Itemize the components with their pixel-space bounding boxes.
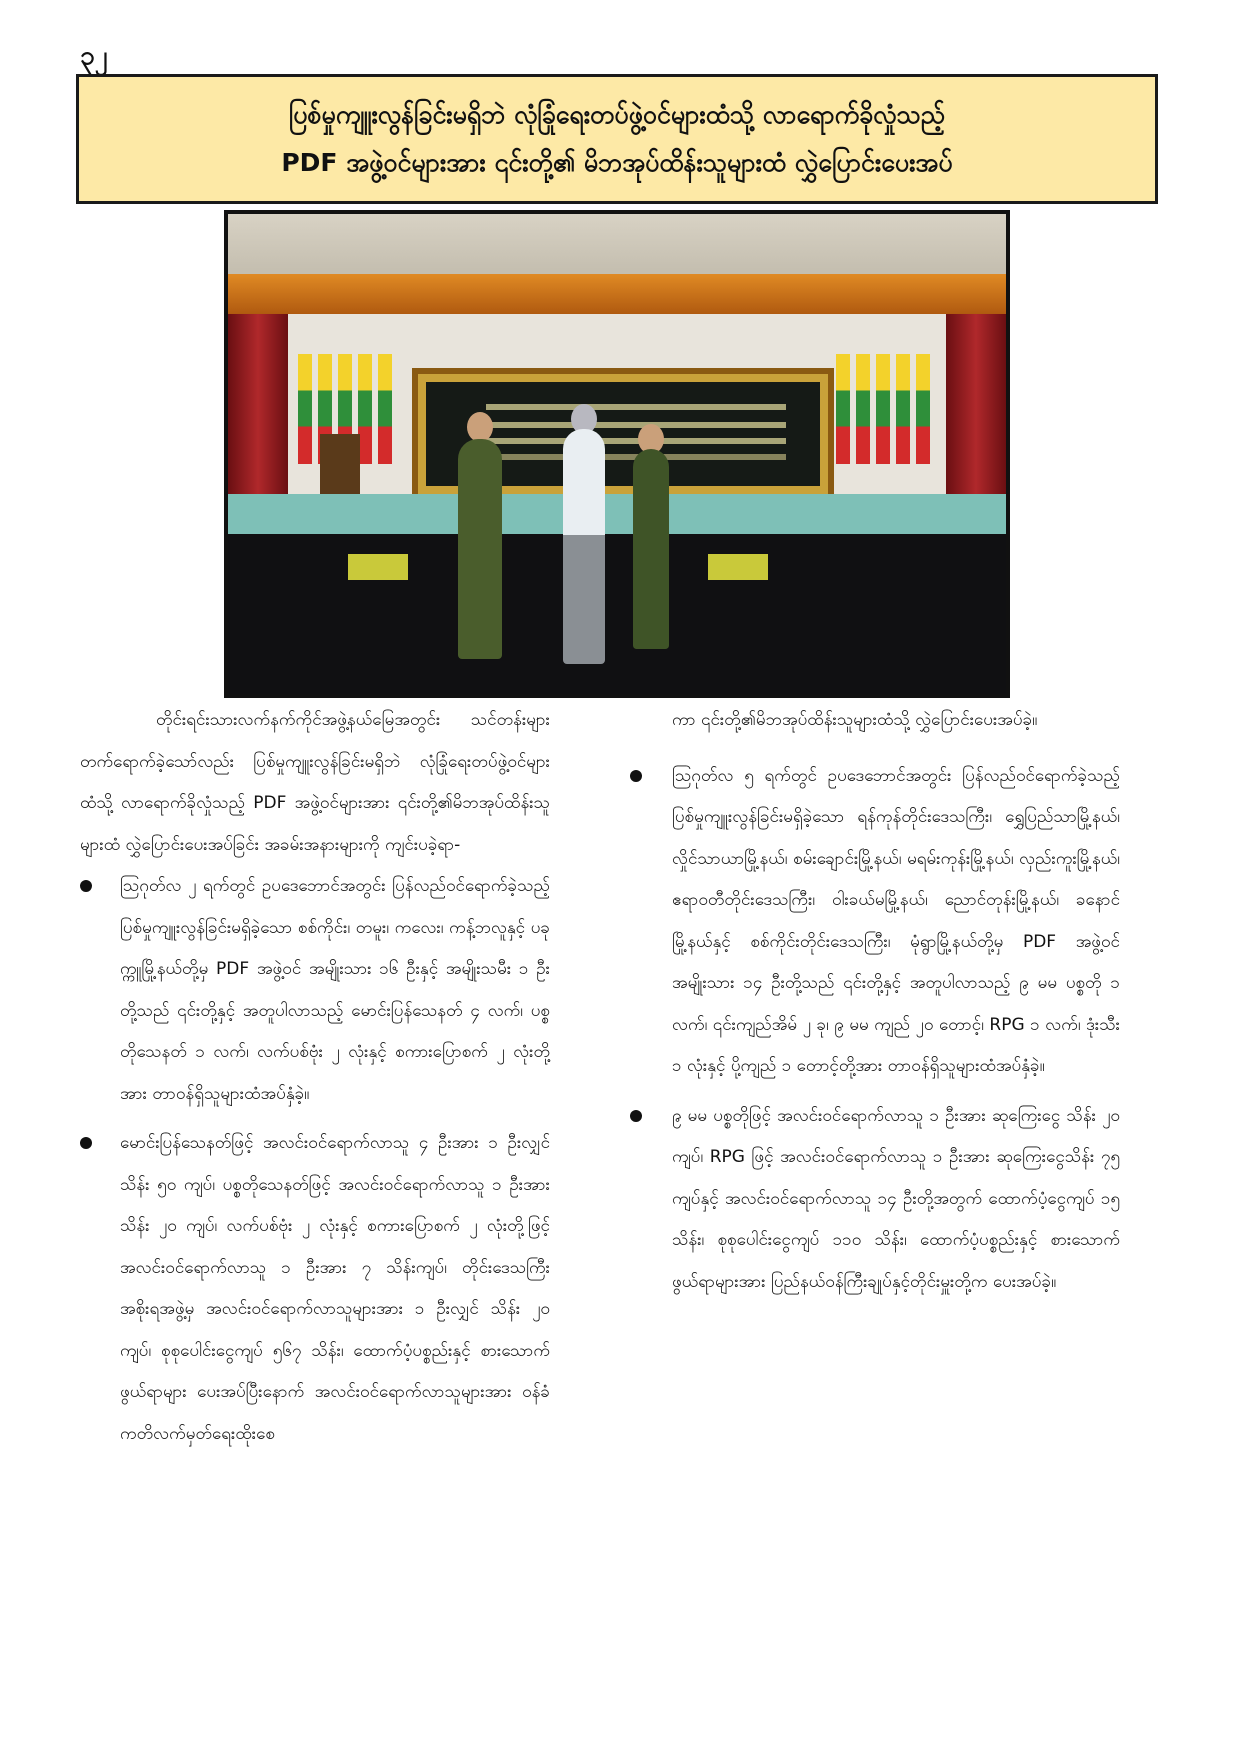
right-column <box>630 700 1120 1311</box>
title-line-2: PDF အဖွဲ့ဝင်များအား ၎င်းတို့၏ မိဘအုပ်ထိန်းသူများထံ လွှဲပြောင်းပေးအပ် <box>281 148 953 177</box>
photo-person-officer <box>458 439 502 659</box>
bullet-dot-icon <box>630 1110 642 1122</box>
title-line-1: ပြစ်မှုကျူးလွန်ခြင်းမရှိဘဲ လုံခြုံရေးတပ်ဖွဲ့ဝင်များထံသို့ လာရောက်ခိုလှုံသည့် <box>289 100 945 129</box>
photo-person-officer-head <box>467 412 493 442</box>
photo-speaker-left <box>348 554 408 580</box>
page-number: ၃၂ <box>80 41 108 71</box>
list-item <box>630 756 1120 1088</box>
continuation-paragraph: ကာ ၎င်းတို့၏မိဘအုပ်ထိန်းသူများထံသို့ လွှဲပြောင်းပေးအပ်ခဲ့။ <box>672 710 1038 730</box>
bullet-dot-icon <box>80 1137 92 1149</box>
photo-speaker-right <box>708 554 768 580</box>
photo-lectern <box>320 434 360 494</box>
intro-paragraph: တိုင်းရင်းသားလက်နက်ကိုင်အဖွဲ့နယ်မြေအတွင်း သင်တန်းများတက်ရောက်ခဲ့သော်လည်း ပြစ်မှုကျူးလွန်ခြင်းမရှိဘဲ လုံခြုံရေးတပ်ဖွဲ့ဝင်များထံသို့ လာရောက်ခိုလှုံသည့် PDF အဖွဲ့ဝင်များအား ၎င်းတို့၏မိဘအုပ်ထိန်းသူများထံ လွှဲပြောင်းပေးအပ်ခြင်း အခမ်းအနားများကို ကျင်းပခဲ့ရာ- <box>80 710 550 855</box>
left-column <box>80 700 550 1463</box>
bullet-dot-icon <box>630 770 642 782</box>
photo-floor <box>228 534 1006 698</box>
ceremony-photo <box>224 210 1010 698</box>
list-item <box>80 1123 550 1455</box>
photo-flags-right <box>826 354 936 494</box>
list-item <box>80 866 550 1115</box>
photo-drape <box>228 274 1006 318</box>
bullet-text: မောင်းပြန်သေနတ်ဖြင့် အလင်းဝင်ရောက်လာသူ ၄ ဦးအား ၁ ဦးလျှင် သိန်း ၅၀ ကျပ်၊ ပစ္စတိုသေနတ်ဖြင့် အလင်းဝင်ရောက်လာသူ ၁ ဦးအား သိန်း ၂၀ ကျပ်၊ လက်ပစ်ဗုံး ၂ လုံးနှင့် စကားပြောစက် ၂ လုံးတို့ဖြင့် အလင်းဝင်ရောက်လာသူ ၁ ဦးအား ၇ သိန်းကျပ်၊ တိုင်းဒေသကြီးအစိုးရအဖွဲ့မှ အလင်းဝင်ရောက်လာသူများအား ၁ ဦးလျှင် သိန်း ၂၀ ကျပ်၊ စုစုပေါင်းငွေကျပ် ၅၆၇ သိန်း၊ ထောက်ပံ့ပစ္စည်းနှင့် စားသောက်ဖွယ်ရာများ ပေးအပ်ပြီးနောက် အလင်းဝင်ရောက်လာသူများအား ဝန်ခံကတိလက်မှတ်ရေးထိုးစေ <box>120 1133 550 1444</box>
photo-person-soldier <box>633 449 669 649</box>
bullet-dot-icon <box>80 880 92 892</box>
bullet-text: ဩဂုတ်လ ၅ ရက်တွင် ဥပဒေဘောင်အတွင်း ပြန်လည်ဝင်ရောက်ခဲ့သည့် ပြစ်မှုကျူးလွန်ခြင်းမရှိခဲ့သော ရန်ကုန်တိုင်းဒေသကြီး၊ ရွှေပြည်သာမြို့နယ်၊ လှိုင်သာယာမြို့နယ်၊ စမ်းချောင်းမြို့နယ်၊ မရမ်းကုန်းမြို့နယ်၊ လှည်းကူးမြို့နယ်၊ ဧရာဝတီတိုင်းဒေသကြီး၊ ဝါးခယ်မမြို့နယ်၊ ညောင်တုန်းမြို့နယ်၊ ခနောင်မြို့နယ်နှင့် စစ်ကိုင်းတိုင်းဒေသကြီး၊ မုံရွာမြို့နယ်တို့မှ PDF အဖွဲ့ဝင်အမျိုးသား ၁၄ ဦးတို့သည် ၎င်းတို့နှင့် အတူပါလာသည့် ၉ မမ ပစ္စတို ၁ လက်၊ ၎င်းကျည်အိမ် ၂ ခု၊ ၉ မမ ကျည် ၂၀ တောင့်၊ RPG ၁ လက်၊ ဒုံးသီး ၁ လုံးနှင့် ပို့ကျည် ၁ တောင့်တို့အား တာဝန်ရှိသူများထံအပ်နှံခဲ့။ <box>672 765 1120 1076</box>
photo-person-civilian <box>563 429 605 664</box>
photo-stage-front <box>228 494 1006 534</box>
title-box <box>76 74 1158 204</box>
bullet-text: ဩဂုတ်လ ၂ ရက်တွင် ဥပဒေဘောင်အတွင်း ပြန်လည်ဝင်ရောက်ခဲ့သည့် ပြစ်မှုကျူးလွန်ခြင်းမရှိခဲ့သော စစ်ကိုင်း၊ တမူး၊ ကလေး၊ ကန့်ဘလူနှင့် ပခုက္ကူမြို့နယ်တို့မှ PDF အဖွဲ့ဝင် အမျိုးသား ၁၆ ဦးနှင့် အမျိုးသမီး ၁ ဦးတို့သည် ၎င်းတို့နှင့် အတူပါလာသည့် မောင်းပြန်သေနတ် ၄ လက်၊ ပစ္စတိုသေနတ် ၁ လက်၊ လက်ပစ်ဗုံး ၂ လုံးနှင့် စကားပြောစက် ၂ လုံးတို့အား တာဝန်ရှိသူများထံအပ်နှံခဲ့။ <box>120 876 550 1104</box>
list-item <box>630 1096 1120 1304</box>
bullet-text: ၉ မမ ပစ္စတိုဖြင့် အလင်းဝင်ရောက်လာသူ ၁ ဦးအား ဆုကြေးငွေ သိန်း ၂၀ ကျပ်၊ RPG ဖြင့် အလင်းဝင်ရောက်လာသူ ၁ ဦးအား ဆုကြေးငွေသိန်း ၇၅ ကျပ်နှင့် အလင်းဝင်ရောက်လာသူ ၁၄ ဦးတို့အတွက် ထောက်ပံ့ငွေကျပ် ၁၅ သိန်း၊ စုစုပေါင်းငွေကျပ် ၁၁၀ သိန်း၊ ထောက်ပံ့ပစ္စည်းနှင့် စားသောက်ဖွယ်ရာများအား ပြည်နယ်ဝန်ကြီးချုပ်နှင့်တိုင်းမှူးတို့က ပေးအပ်ခဲ့။ <box>672 1105 1120 1292</box>
